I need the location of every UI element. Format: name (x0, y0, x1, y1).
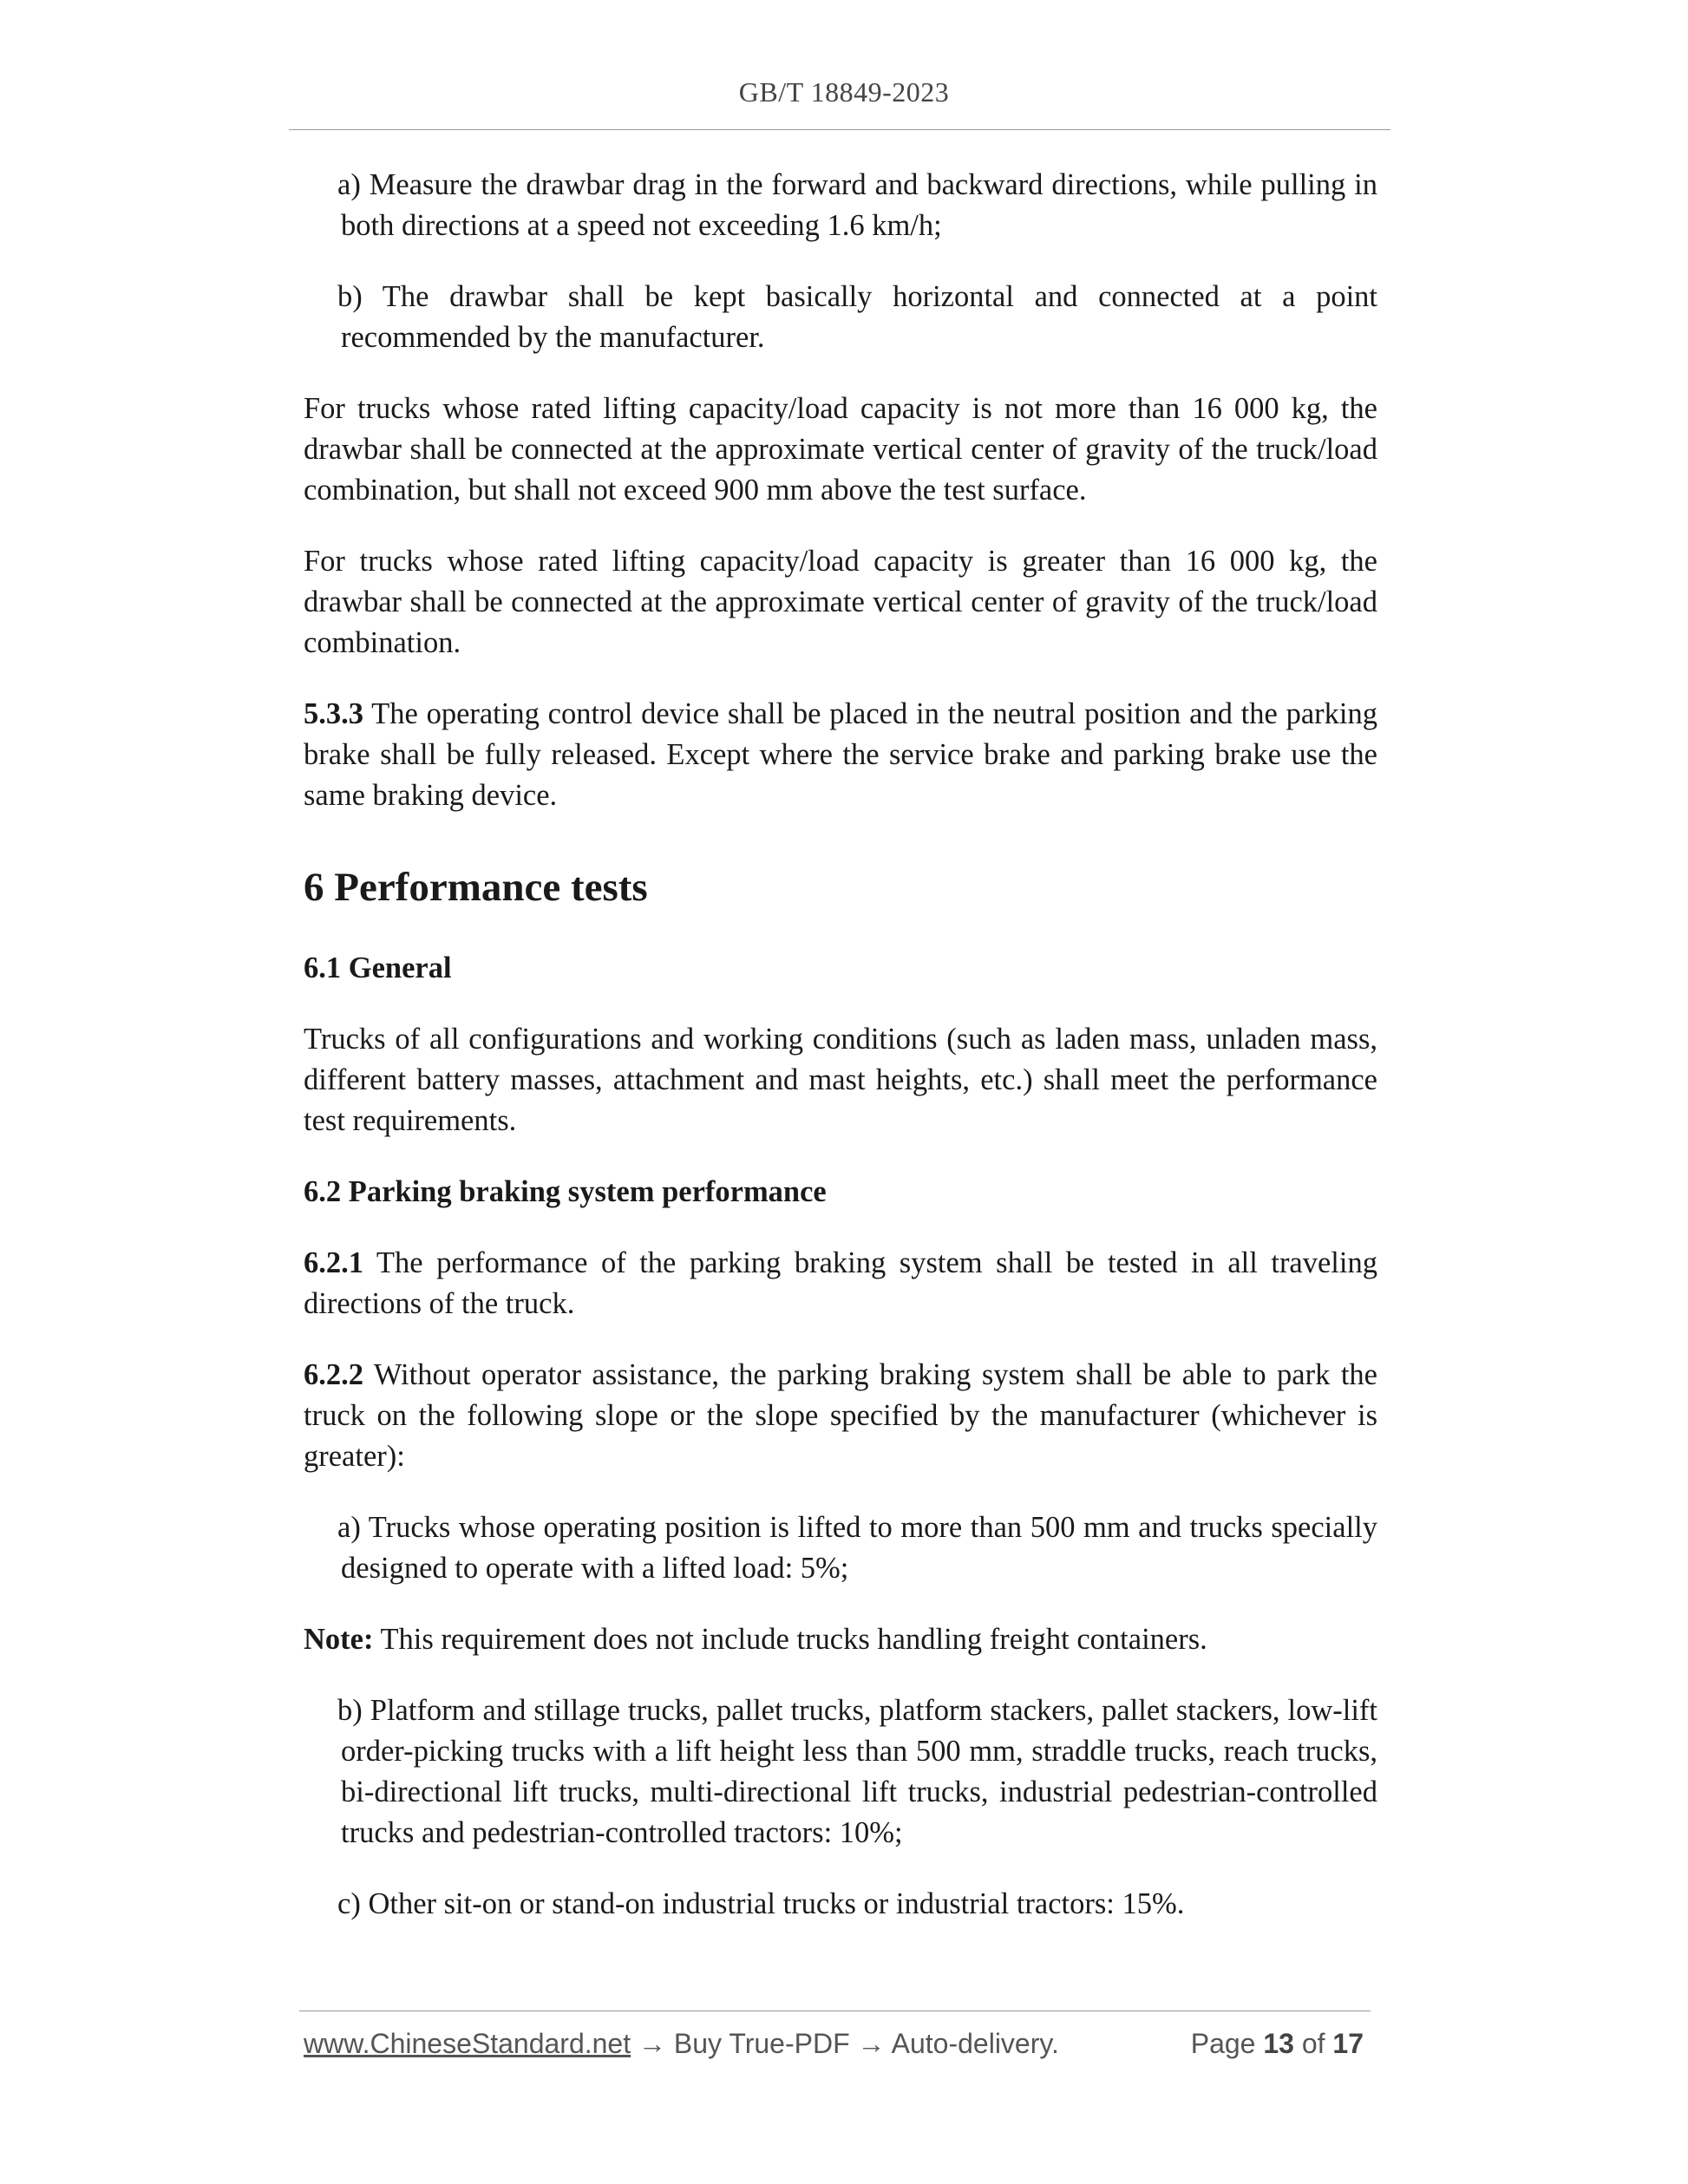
subsection-heading: 6.2 Parking braking system performance (304, 1175, 827, 1208)
clause-number: 5.3.3 (304, 697, 363, 730)
note-label: Note: (304, 1623, 374, 1656)
clause-6-2-1 (304, 1243, 1377, 1324)
list-item-text: Trucks whose operating position is lifted to more than 500 mm and trucks specially designed to operate with a lifted load: 5%; (341, 1511, 1377, 1585)
page-number: Page 13 of 17 (1190, 2028, 1364, 2059)
list-item (304, 165, 1377, 246)
current-page: 13 (1263, 2028, 1294, 2059)
clause-text: The operating control device shall be placed in the neutral position and the parking brake shall be fully released. Except where the service brake and parking brake use the same braking device. (304, 697, 1377, 812)
running-header: GB/T 18849-2023 (738, 76, 950, 108)
list-item (304, 1690, 1377, 1854)
list-item (304, 1507, 1377, 1589)
clause-6-2-2 (304, 1355, 1377, 1477)
list-item-label: a) (337, 168, 361, 201)
note-text: This requirement does not include trucks handling freight containers. (380, 1623, 1207, 1656)
paragraph: Trucks of all configurations and working conditions (such as laden mass, unladen mass, different battery masses, attachment and mast heights, etc.) shall meet the performance test requirements. (304, 1023, 1377, 1137)
list-item (304, 277, 1377, 358)
footer-promo (304, 2028, 1059, 2060)
clause-text: The performance of the parking braking system shall be tested in all traveling directions of the truck. (304, 1246, 1377, 1320)
list-item-text: Other sit-on or stand-on industrial trucks or industrial tractors: 15%. (368, 1887, 1185, 1920)
subsection-heading: 6.1 General (304, 951, 452, 984)
page-footer (304, 2028, 1371, 2063)
list-item (304, 1884, 1377, 1925)
list-item-label: b) (337, 280, 363, 313)
clause-text: Without operator assistance, the parking braking system shall be able to park the truck on the following slope or the slope specified by the manufacturer (whichever is greater): (304, 1358, 1377, 1473)
note (304, 1619, 1377, 1660)
paragraph: For trucks whose rated lifting capacity/load capacity is not more than 16 000 kg, the drawbar shall be connected at the approximate vertical center of gravity of the truck/load combination, but shall not exceed 900 mm above the test surface. (304, 392, 1377, 507)
list-item-label: c) (337, 1887, 361, 1920)
total-pages: 17 (1332, 2028, 1364, 2059)
section-heading: 6 Performance tests (304, 865, 648, 910)
list-item-text: Platform and stillage trucks, pallet trucks, platform stackers, pallet stackers, low-lift order-picking trucks with a lift height less than 500 mm, straddle trucks, reach trucks, bi-directional lift trucks, multi-directional lift trucks, industrial pedestrian-controlled trucks and pedestrian-controlled tractors: 10%; (341, 1694, 1377, 1849)
clause-number: 6.2.2 (304, 1358, 363, 1391)
promo-text: → Buy True-PDF → Auto-delivery. (638, 2028, 1059, 2059)
clause-number: 6.2.1 (304, 1246, 363, 1279)
clause-5-3-3 (304, 694, 1377, 816)
list-item-label: b) (337, 1694, 363, 1727)
list-item-text: Measure the drawbar drag in the forward and backward directions, while pulling in both directions at a speed not exceeding 1.6 km/h; (341, 168, 1377, 242)
list-item-text: The drawbar shall be kept basically horizontal and connected at a point recommended by the manufacturer. (341, 280, 1377, 354)
page-body (304, 165, 1377, 1925)
list-item-label: a) (337, 1511, 361, 1544)
header-divider (289, 129, 1390, 130)
paragraph: For trucks whose rated lifting capacity/load capacity is greater than 16 000 kg, the drawbar shall be connected at the approximate vertical center of gravity of the truck/load combination. (304, 545, 1377, 659)
website-link[interactable]: www.ChineseStandard.net (304, 2028, 631, 2059)
